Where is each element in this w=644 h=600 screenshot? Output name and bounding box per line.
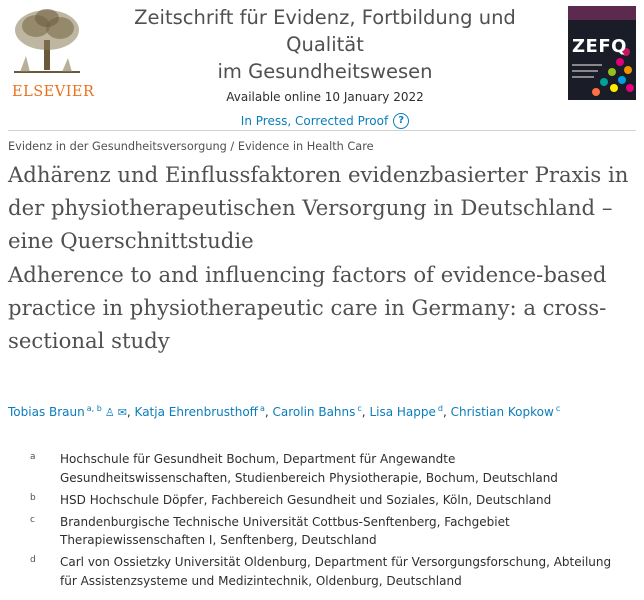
available-online: Available online 10 January 2022 bbox=[226, 90, 424, 104]
elsevier-logo[interactable] bbox=[6, 6, 95, 100]
journal-info bbox=[100, 4, 550, 129]
author-link[interactable] bbox=[369, 405, 443, 419]
author-list bbox=[8, 404, 560, 419]
affiliation-item bbox=[30, 553, 630, 590]
author-link[interactable] bbox=[273, 405, 362, 419]
article-section: Evidenz in der Gesundheitsversorgung / Evidence in Health Care bbox=[8, 140, 374, 153]
article-title-german: Adhärenz und Einflussfaktoren evidenzbasierter Praxis in der physiotherapeutischen Versorgung in Deutschland – eine Querschnittstudie bbox=[8, 162, 629, 253]
author-separator: , bbox=[442, 405, 451, 419]
author-separator: , bbox=[126, 405, 135, 419]
author-name[interactable]: Katja Ehrenbrusthoff bbox=[134, 405, 258, 419]
affiliation-label: b bbox=[30, 492, 36, 503]
cover-title: ZEFQ bbox=[572, 36, 627, 57]
author-name[interactable]: Christian Kopkow bbox=[450, 405, 554, 419]
article-header bbox=[0, 0, 644, 128]
affiliation-item bbox=[30, 513, 630, 550]
publisher-name: ELSEVIER bbox=[12, 84, 95, 100]
author-link[interactable] bbox=[451, 405, 561, 419]
tree-icon bbox=[6, 6, 88, 80]
author-name[interactable]: Carolin Bahns bbox=[272, 405, 356, 419]
affiliation-text: Carl von Ossietzky Universität Oldenburg, Department für Versorgungsforschung, Abteilung für Assistenzsysteme und Medizintechnik, Oldenburg, Deutschland bbox=[60, 555, 612, 588]
affiliation-text: Hochschule für Gesundheit Bochum, Department für Angewandte Gesundheitswissenschaften, Studienbereich Physiotherapie, Bochum, Deutschland bbox=[60, 452, 558, 485]
affiliation-item bbox=[30, 491, 630, 510]
journal-cover[interactable] bbox=[568, 6, 636, 100]
affiliation-label: d bbox=[30, 555, 36, 565]
help-circle-icon[interactable]: ? bbox=[393, 113, 409, 129]
affiliation-list bbox=[30, 450, 630, 594]
author-separator: , bbox=[264, 405, 273, 419]
author-affiliation-ref[interactable]: a bbox=[259, 404, 265, 413]
header-divider bbox=[8, 130, 636, 131]
author-separator: , bbox=[361, 405, 370, 419]
journal-title[interactable] bbox=[100, 4, 550, 85]
journal-title-line-1[interactable]: Zeitschrift für Evidenz, Fortbildung und Qualität bbox=[134, 6, 516, 56]
author-affiliation-ref[interactable]: d bbox=[437, 404, 443, 413]
affiliation-item bbox=[30, 450, 630, 487]
article-status-link[interactable] bbox=[241, 113, 409, 129]
affiliation-text: HSD Hochschule Döpfer, Fachbereich Gesundheit und Soziales, Köln, Deutschland bbox=[60, 492, 552, 507]
article-title-english: Adherence to and influencing factors of evidence-based practice in physiotherapeutic care in Germany: a cross-sectional study bbox=[8, 262, 607, 353]
author-link[interactable] bbox=[135, 405, 265, 419]
author-name[interactable]: Tobias Braun bbox=[8, 405, 85, 419]
author-affiliation-ref[interactable]: c bbox=[357, 404, 362, 413]
affiliation-text: Brandenburgische Technische Universität Cottbus-Senftenberg, Fachgebiet Therapiewissenschaften I, Senftenberg, Deutschland bbox=[60, 514, 510, 547]
envelope-icon[interactable]: ✉ bbox=[117, 406, 127, 419]
affiliation-label: a bbox=[30, 452, 36, 462]
journal-title-line-2[interactable]: im Gesundheitswesen bbox=[217, 60, 433, 83]
person-icon[interactable]: ♙ bbox=[104, 406, 115, 419]
author-name[interactable]: Lisa Happe bbox=[369, 405, 436, 419]
author-affiliation-ref[interactable]: c bbox=[555, 404, 561, 413]
author-affiliation-ref[interactable]: a, b bbox=[86, 404, 102, 413]
affiliation-label: c bbox=[30, 514, 35, 525]
article-status-label[interactable]: In Press, Corrected Proof bbox=[240, 114, 389, 128]
author-link[interactable] bbox=[8, 405, 102, 419]
